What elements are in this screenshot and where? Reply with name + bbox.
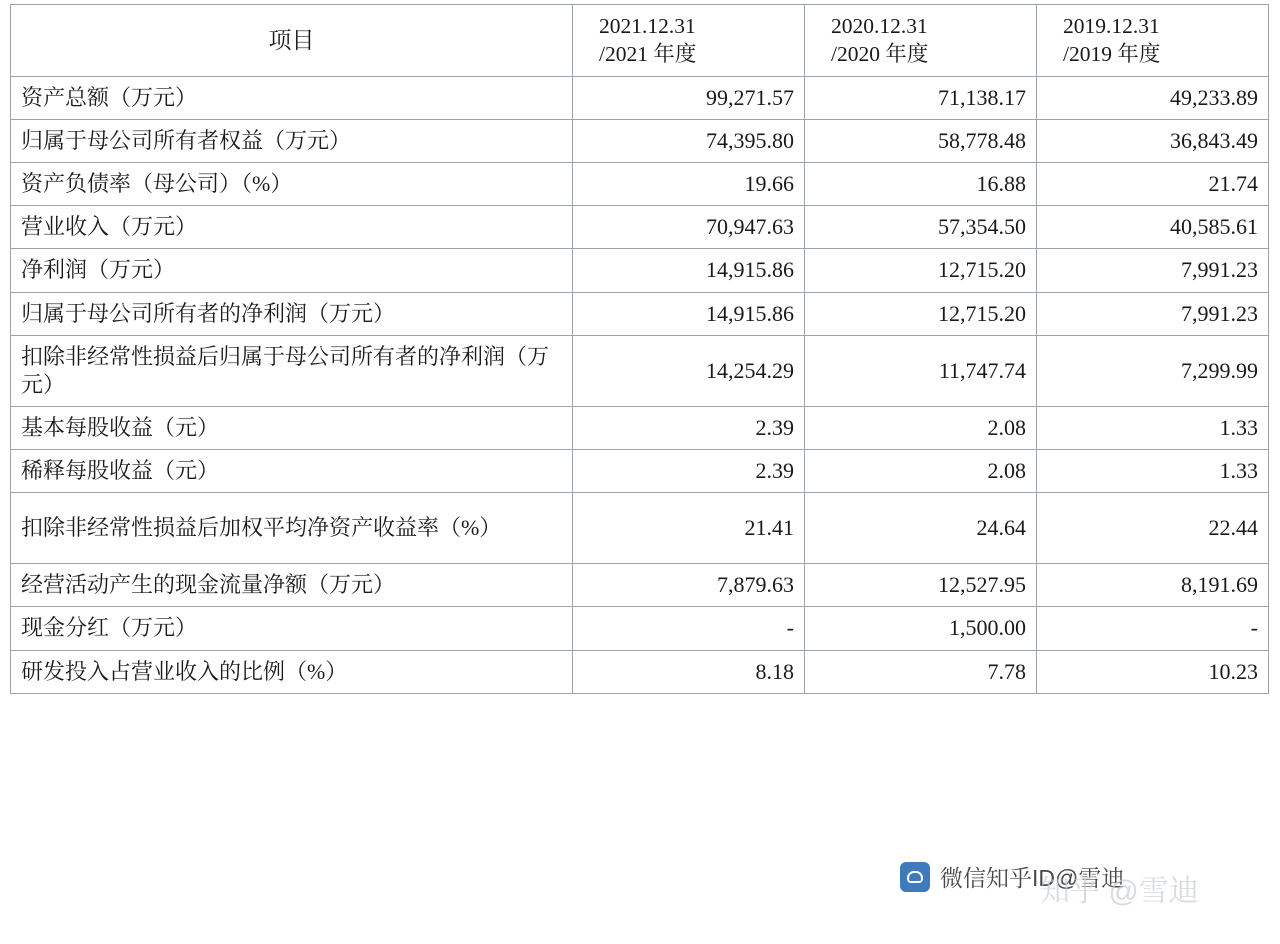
column-header-2020 — [805, 5, 1037, 77]
cell-2021: 14,254.29 — [573, 335, 805, 406]
table-row — [11, 163, 1269, 206]
row-label: 扣除非经常性损益后加权平均净资产收益率（%） — [11, 493, 573, 564]
cell-2021: - — [573, 607, 805, 650]
cell-2021: 70,947.63 — [573, 206, 805, 249]
row-label: 归属于母公司所有者的净利润（万元） — [11, 292, 573, 335]
financial-summary-table — [10, 4, 1269, 694]
table-row — [11, 564, 1269, 607]
cell-2019: 7,991.23 — [1037, 292, 1269, 335]
cell-2021: 21.41 — [573, 493, 805, 564]
cell-2020: 1,500.00 — [805, 607, 1037, 650]
table-row — [11, 76, 1269, 119]
cell-2019: 22.44 — [1037, 493, 1269, 564]
table-header-row — [11, 5, 1269, 77]
row-label: 研发投入占营业收入的比例（%） — [11, 650, 573, 693]
table-row — [11, 249, 1269, 292]
cell-2021: 2.39 — [573, 450, 805, 493]
table-row — [11, 206, 1269, 249]
cell-2020: 2.08 — [805, 407, 1037, 450]
row-label: 营业收入（万元） — [11, 206, 573, 249]
cell-2019: 8,191.69 — [1037, 564, 1269, 607]
table-row — [11, 119, 1269, 162]
row-label: 基本每股收益（元） — [11, 407, 573, 450]
cell-2019: 36,843.49 — [1037, 119, 1269, 162]
column-header-2019-date: 2019.12.31 — [1063, 14, 1160, 38]
cell-2021: 14,915.86 — [573, 292, 805, 335]
cell-2021: 19.66 — [573, 163, 805, 206]
cell-2021: 2.39 — [573, 407, 805, 450]
cell-2019: 40,585.61 — [1037, 206, 1269, 249]
cell-2019: 21.74 — [1037, 163, 1269, 206]
column-header-2021 — [573, 5, 805, 77]
row-label: 扣除非经常性损益后归属于母公司所有者的净利润（万元） — [11, 335, 573, 406]
table-row — [11, 292, 1269, 335]
cell-2020: 12,715.20 — [805, 292, 1037, 335]
cell-2021: 14,915.86 — [573, 249, 805, 292]
table-body — [11, 76, 1269, 693]
cell-2020: 24.64 — [805, 493, 1037, 564]
cell-2020: 57,354.50 — [805, 206, 1037, 249]
column-header-2021-period: /2021 年度 — [599, 42, 697, 67]
table-row — [11, 450, 1269, 493]
cell-2019: 49,233.89 — [1037, 76, 1269, 119]
cell-2019: 1.33 — [1037, 450, 1269, 493]
cell-2021: 7,879.63 — [573, 564, 805, 607]
wechat-icon — [900, 862, 930, 892]
cell-2021: 74,395.80 — [573, 119, 805, 162]
cell-2020: 71,138.17 — [805, 76, 1037, 119]
table-row — [11, 407, 1269, 450]
column-header-2020-date: 2020.12.31 — [831, 14, 928, 38]
cell-2020: 7.78 — [805, 650, 1037, 693]
cell-2020: 58,778.48 — [805, 119, 1037, 162]
cell-2019: 1.33 — [1037, 407, 1269, 450]
column-header-2019-period: /2019 年度 — [1063, 42, 1161, 67]
column-header-2020-period: /2020 年度 — [831, 42, 929, 67]
cell-2019: 10.23 — [1037, 650, 1269, 693]
zhihu-watermark: 知乎 @雪迪 — [1040, 875, 1199, 908]
row-label: 稀释每股收益（元） — [11, 450, 573, 493]
document-page — [0, 4, 1280, 944]
cell-2019: - — [1037, 607, 1269, 650]
cell-2021: 8.18 — [573, 650, 805, 693]
row-label: 归属于母公司所有者权益（万元） — [11, 119, 573, 162]
cell-2021: 99,271.57 — [573, 76, 805, 119]
table-row — [11, 607, 1269, 650]
row-label: 现金分红（万元） — [11, 607, 573, 650]
row-label: 净利润（万元） — [11, 249, 573, 292]
column-header-item: 项目 — [11, 5, 573, 77]
cell-2019: 7,991.23 — [1037, 249, 1269, 292]
column-header-2021-date: 2021.12.31 — [599, 14, 696, 38]
table-header — [11, 5, 1269, 77]
cell-2020: 11,747.74 — [805, 335, 1037, 406]
watermark-text: 微信知乎ID@雪迪 — [940, 865, 1125, 891]
row-label: 经营活动产生的现金流量净额（万元） — [11, 564, 573, 607]
row-label: 资产总额（万元） — [11, 76, 573, 119]
table-row — [11, 335, 1269, 406]
table-row — [11, 650, 1269, 693]
cell-2019: 7,299.99 — [1037, 335, 1269, 406]
cell-2020: 12,527.95 — [805, 564, 1037, 607]
cell-2020: 2.08 — [805, 450, 1037, 493]
cell-2020: 12,715.20 — [805, 249, 1037, 292]
row-label: 资产负债率（母公司）（%） — [11, 163, 573, 206]
column-header-2019 — [1037, 5, 1269, 77]
cell-2020: 16.88 — [805, 163, 1037, 206]
table-row — [11, 493, 1269, 564]
